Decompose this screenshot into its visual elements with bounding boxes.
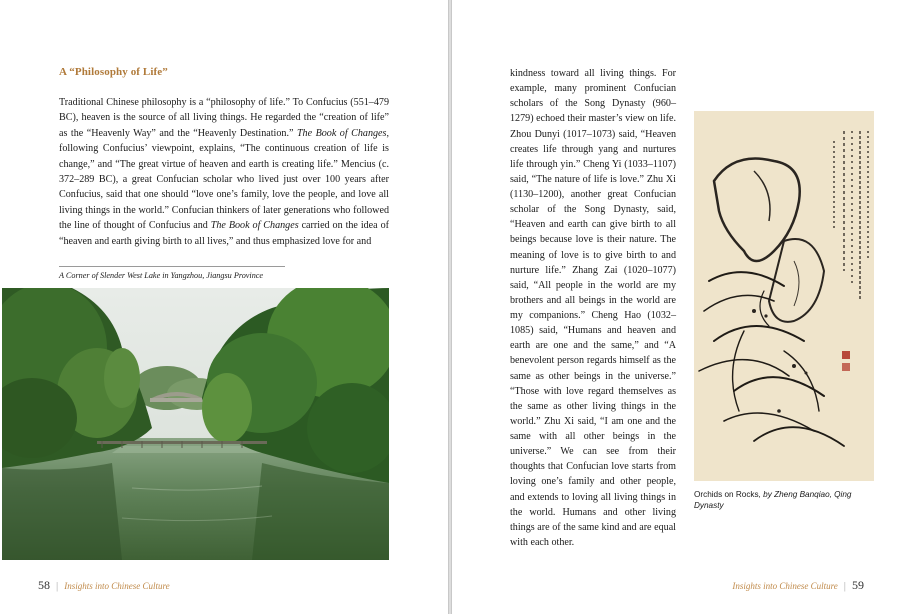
book-title-italic: The Book of Changes bbox=[296, 127, 387, 139]
painting-caption bbox=[694, 489, 876, 511]
painting-caption-rest: , by Zheng Banqiao, Qing Dynasty bbox=[694, 490, 852, 510]
right-body-paragraph: kindness toward all living things. For example, many prominent Confucian scholars of the Song Dynasty (960–1279) echoed their master’s view on life. Zhou Dunyi (1017–1073) said, “Heaven creates life through yang and nurtures life through yin.” Cheng Yi (1033–1107) said, “The nature of life is love.” Zhu Xi (1130–1200), another great Confucian scholar of the Song Dynasty, said, “Heaven and earth can give birth to all beings because love is their nature. The meaning of love is to give birth to and nurture life.” Zhang Zai (1020–1077) said, “All people in the world are my brothers and all beings in the world are my companions.” Cheng Hao (1032–1085) said, “Humans and heaven and earth are one and the same,” and “A benevolent person regards himself as the same as other beings in the universe.” “Those with love regard themselves as the same as other living things in the world.” Zhu Xi said, “I am one and the same with all other beings in the universe.” We can see from their thoughts that Confucian love starts from loving one’s family and other people, and extends to loving all living things in the world. Humans and other living things are of the same kind and are equal with each other. bbox=[510, 68, 676, 548]
paragraph-run: , following Confucius’ viewpoint, explains, “The continuous creation of life is change,” and “The great virtue of heaven and earth is creating life.” Mencius (c. 372–289 BC), a great Confucian scholar who lived just over 100 years after Confucius, said that one should “love one’s family, love the people, and love all living things in the world.” Confucian thinkers of later generations who followed the line of thought of Confucius and bbox=[59, 127, 389, 232]
painting-caption-title: Orchids on Rocks bbox=[694, 490, 759, 499]
section-heading: A “Philosophy of Life” bbox=[59, 66, 168, 78]
folio-separator: | bbox=[56, 580, 59, 592]
running-title: Insights into Chinese Culture bbox=[732, 581, 838, 591]
paragraph-run: Traditional Chinese philosophy is a “philosophy of life.” To Confucius (551–479 BC), heaven is the source of all living things. He regarded the “creation of life” as the “Heavenly Way” and the “Heavenly Destination.” bbox=[59, 97, 389, 139]
left-page bbox=[0, 0, 448, 614]
left-body-paragraph bbox=[59, 95, 389, 249]
caption-rule bbox=[59, 266, 285, 267]
orchids-painting bbox=[694, 111, 874, 481]
lake-photo bbox=[2, 288, 389, 560]
left-folio bbox=[38, 578, 170, 593]
page-number: 58 bbox=[38, 578, 50, 592]
lake-photo-caption: A Corner of Slender West Lake in Yangzhou, Jiangsu Province bbox=[59, 271, 264, 280]
running-title: Insights into Chinese Culture bbox=[64, 581, 170, 591]
folio-separator: | bbox=[843, 580, 846, 592]
right-page bbox=[452, 0, 900, 614]
book-title-italic: The Book of Changes bbox=[210, 220, 299, 232]
page-number: 59 bbox=[852, 578, 864, 592]
right-folio bbox=[732, 578, 864, 593]
paragraph-run: carried on the idea of “heaven and earth giving birth to all lives,” and thus emphasized love for and bbox=[59, 220, 389, 247]
